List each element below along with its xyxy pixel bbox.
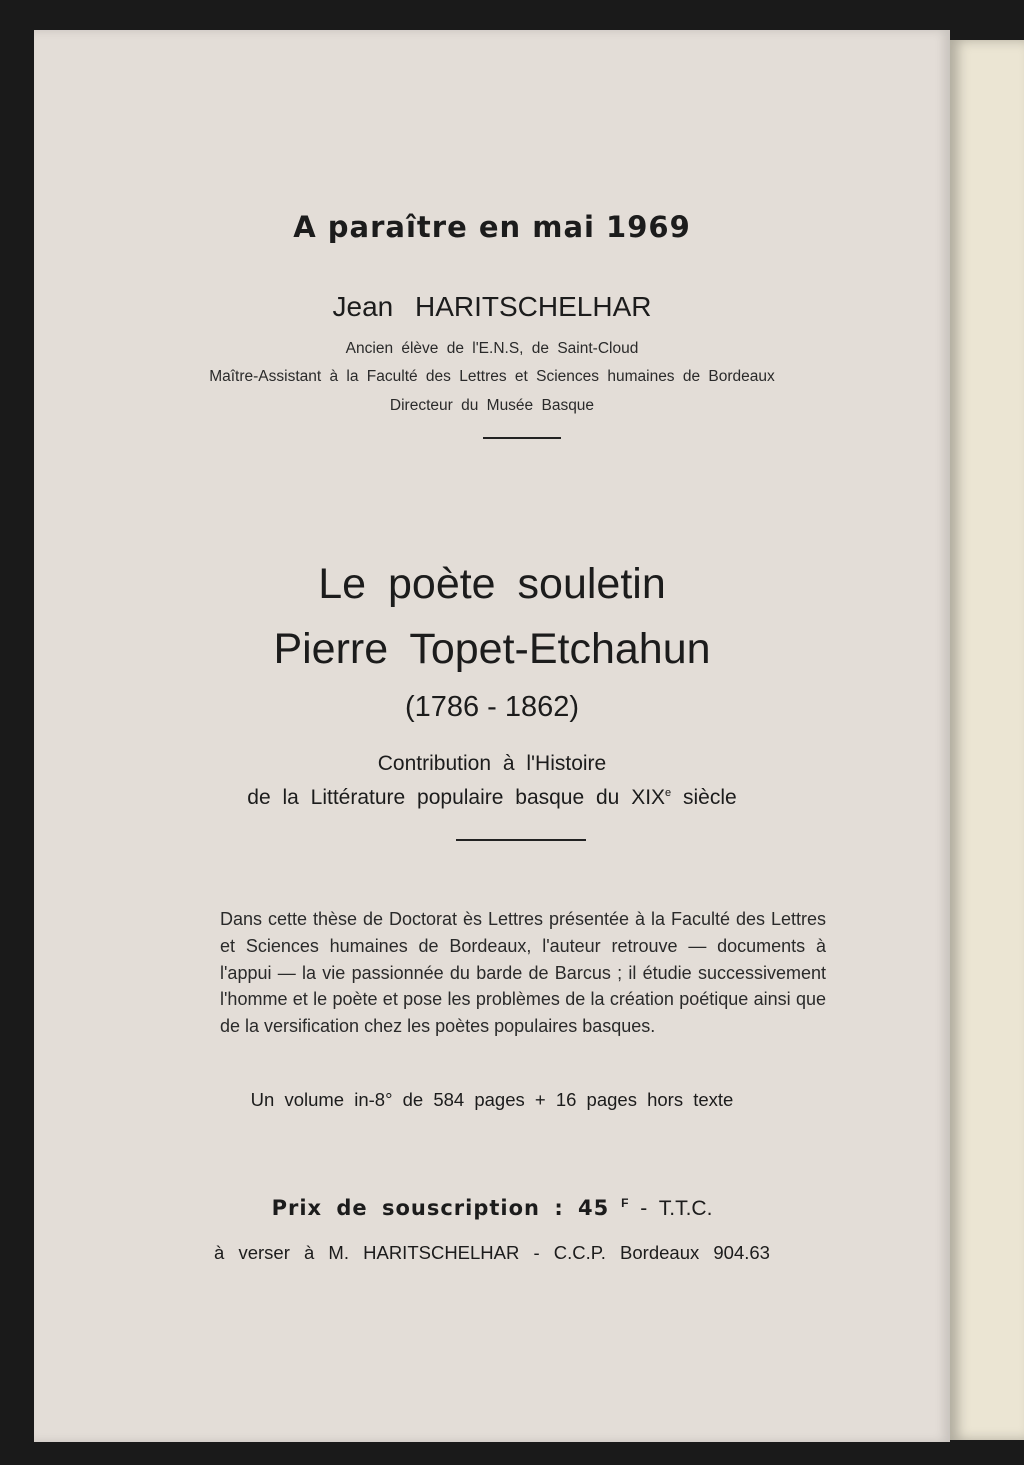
subtitle-line: Contribution à l'Histoire (377, 752, 607, 775)
divider (456, 839, 586, 841)
book-dates: (1786 - 1862) (404, 691, 580, 723)
adjacent-page (950, 40, 1024, 1440)
book-title-line: Pierre Topet-Etchahun (273, 625, 711, 673)
credential-line: Directeur du Musée Basque (389, 397, 595, 414)
superscript: e (665, 787, 672, 799)
subscription-price (34, 1196, 950, 1221)
subtitle-text: siècle (671, 786, 737, 809)
credential-line: Ancien élève de l'E.N.S, de Saint-Cloud (345, 340, 639, 357)
document-page (34, 30, 950, 1442)
book-title-line: Le poète souletin (318, 560, 666, 608)
description-paragraph: Dans cette thèse de Doctorat ès Lettres présentée à la Faculté des Lettres et Sciences humaines de Bordeaux, l'auteur retrouve — documents à l'appui — la vie passionnée du barde de Barcus ; il étudie successivement l'homme et le poète et pose les problèmes de la création poétique ainsi que de la versification chez les poètes populaires basques. (220, 909, 826, 1037)
currency-unit: F (621, 1196, 629, 1210)
headline: A paraître en mai 1969 (293, 210, 691, 244)
subtitle-text: de la Littérature populaire basque du XIX (247, 786, 666, 809)
subtitle-line (34, 786, 950, 810)
price-label: Prix de souscription : 45 (271, 1196, 610, 1220)
payment-info: à verser à M. HARITSCHELHAR - C.C.P. Bordeaux 904.63 (214, 1242, 770, 1263)
credential-line: Maître-Assistant à la Faculté des Lettres et Sciences humaines de Bordeaux (209, 368, 775, 385)
price-suffix: - T.T.C. (628, 1197, 713, 1220)
volume-info: Un volume in-8° de 584 pages + 16 pages hors texte (250, 1089, 734, 1110)
divider (483, 437, 561, 439)
author-name: Jean HARITSCHELHAR (332, 291, 652, 322)
